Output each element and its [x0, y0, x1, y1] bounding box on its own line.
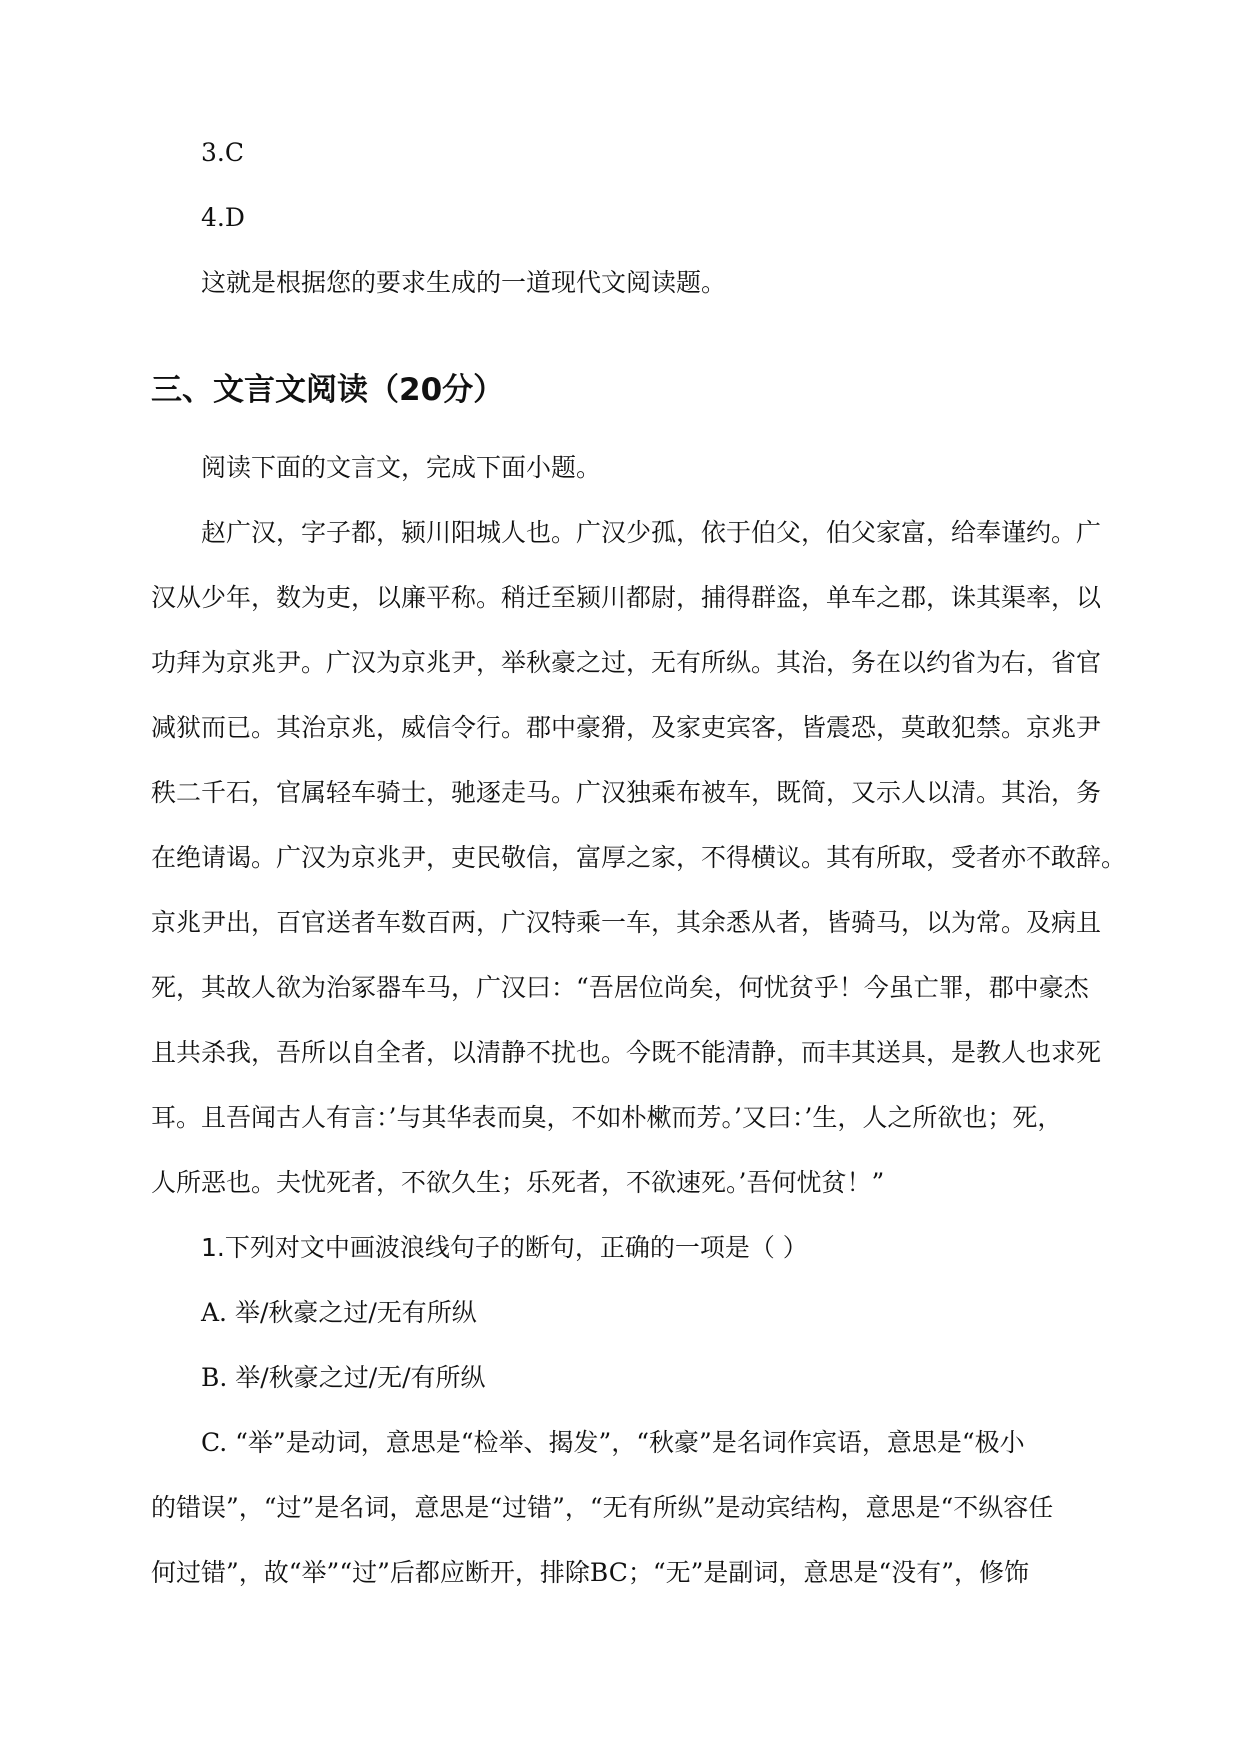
passage-line: 耳。且吾闻古人有言：’与其华表而臭，不如朴樕而芳。’又曰：’生，人之所欲也；死，	[151, 1103, 1063, 1132]
question-1-option-a: A. 举/秋豪之过/无有所纵	[201, 1298, 477, 1327]
passage-line: 京兆尹出，百官送者车数百两，广汉特乘一车，其余悉从者，皆骑马，以为常。及病且	[151, 908, 1102, 937]
option-c-line: 的错误”，“过”是名词，意思是“过错”，“无有所纵”是动宾结构，意思是“不纵容任	[151, 1493, 1054, 1522]
reading-instruction: 阅读下面的文言文，完成下面小题。	[201, 453, 602, 482]
question-1-option-b: B. 举/秋豪之过/无/有所纵	[201, 1363, 486, 1392]
answer-3: 3.C	[201, 138, 244, 167]
passage-line: 汉从少年，数为吏，以廉平称。稍迁至颍川都尉，捕得群盗，单车之郡，诛其渠率，以	[151, 583, 1102, 612]
question-1-stem: 1.下列对文中画波浪线句子的断句，正确的一项是（ ）	[201, 1233, 808, 1262]
option-c-line: 何过错”，故“举”“过”后都应断开，排除BC；“无”是副词，意思是“没有”，修饰	[151, 1558, 1029, 1587]
passage-line: 在绝请谒。广汉为京兆尹，吏民敬信，富厚之家，不得横议。其有所取，受者亦不敢辞。	[151, 843, 1127, 872]
passage-line: 死，其故人欲为治冢器车马，广汉曰：“吾居位尚矣，何忧贫乎！今虽亡罪，郡中豪杰	[151, 973, 1089, 1002]
closing-note: 这就是根据您的要求生成的一道现代文阅读题。	[201, 268, 727, 297]
passage-line: 秩二千石，官属轻车骑士，驰逐走马。广汉独乘布被车，既简，又示人以清。其治，务	[151, 778, 1102, 807]
answer-4: 4.D	[201, 203, 245, 232]
passage-line: 且共杀我，吾所以自全者，以清静不扰也。今既不能清静，而丰其送具，是教人也求死	[151, 1038, 1102, 1067]
passage-line: 赵广汉，字子都，颍川阳城人也。广汉少孤，依于伯父，伯父家富，给奉谨约。广	[201, 518, 1102, 547]
passage-line: 功拜为京兆尹。广汉为京兆尹，举秋豪之过，无有所纵。其治，务在以约省为右，省官	[151, 648, 1102, 677]
section-heading: 三、文言文阅读（20分）	[151, 372, 505, 408]
option-c-line: C. “举”是动词，意思是“检举、揭发”，“秋豪”是名词作宾语，意思是“极小	[201, 1428, 1025, 1457]
passage-line: 人所恶也。夫忧死者，不欲久生；乐死者，不欲速死。’吾何忧贫！”	[151, 1168, 885, 1197]
passage-line: 减狱而已。其治京兆，威信令行。郡中豪猾，及家吏宾客，皆震恐，莫敢犯禁。京兆尹	[151, 713, 1102, 742]
